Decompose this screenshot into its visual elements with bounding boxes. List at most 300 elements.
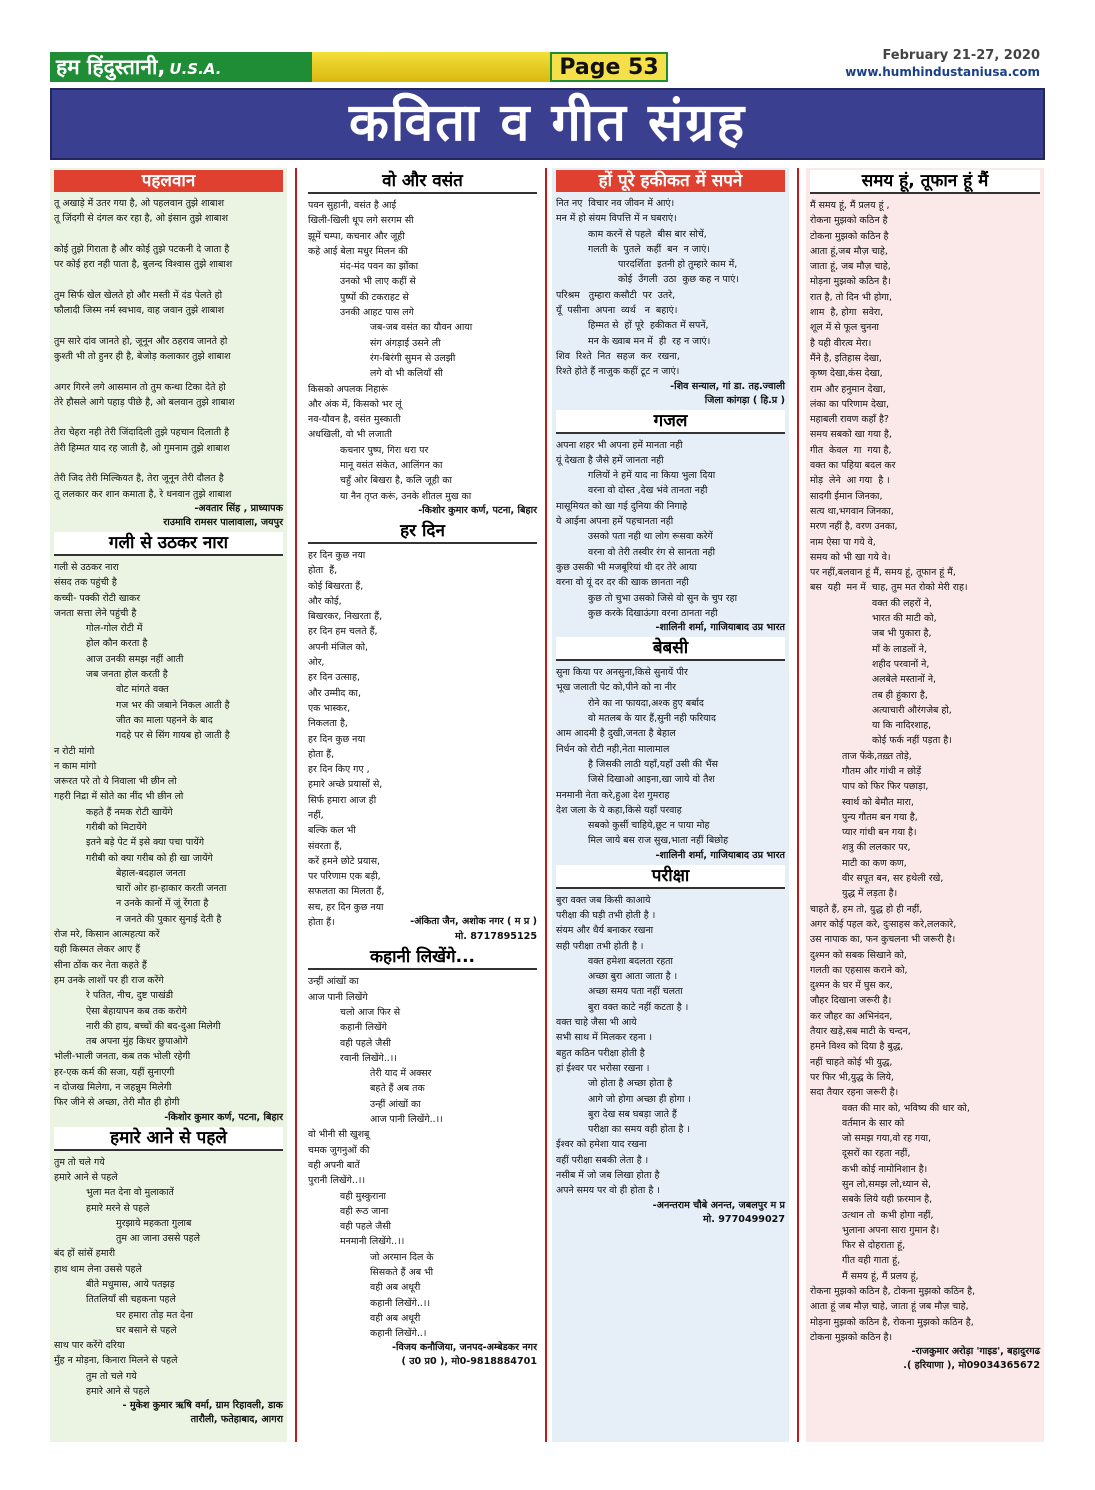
poem-line: तेरा चेहरा नही तेरी जिंदादिली तुझे पहचान दिलाती है [54,427,230,439]
poem-title: कहानी लिखेंगे... [308,946,537,970]
poem-line: नारी की हाय, बच्चों की बद-दुआ मिलेगी [86,1020,221,1032]
poem-line: होता हैं। [308,917,335,929]
poem-line: खिली-खिली धूप लगे सरगम सी [308,215,414,227]
poem-line: न रोटी मांगो [54,745,95,757]
poem-line: कुछ करके दिखाऊंगा वरना ठानता नही [588,607,718,619]
poem-line: जो समझ गया,वो रह गया, [842,1133,932,1145]
poem-line: पर परिणाम एक बड़ी, [308,871,381,883]
poem-line: कोई फर्क नहीं पड़ता है। [872,735,952,747]
poem-line: घर बसाने से पहले [116,1324,177,1336]
poem-line: तू जिंदगी से दंगल कर रहा है, ओ इंसान तुझे शाबाश [54,213,228,225]
poem-lines [54,560,283,1111]
poem-line: कच्ची- पक्की रोटी खाकर [54,592,141,604]
poem-author: -अंकिता जैन, अशोक नगर ( म प्र ) [410,916,537,928]
poem-author-place: राउमावि रामसर पालावाला, जयपुर [163,516,283,528]
poem-line: जिसे दिखाओ आइना,खा जाये वो तैश [588,774,715,786]
column-divider [545,168,547,1442]
poem-line: न जनते की पुकार सुनाई देती है [116,913,222,925]
poem-line: वर्तमान के सार को [842,1117,905,1129]
poem-lines [308,974,537,1341]
poem-bebasi [552,637,789,863]
poem-line: सभी साथ में मिलकर रहना । [556,1032,653,1044]
poem-line: रे पतित, नीच, दुष्ट पाखंडी [86,990,174,1002]
poem-lines [556,196,785,380]
poem-line: बुरा देख सब घबड़ा जाते हैं [588,1108,677,1120]
poem-sapne [552,170,789,408]
poem-lines [54,1155,283,1400]
poem-gali [50,532,287,1125]
poem-line: मन के ख्वाब मन में ही रह न जाएं। [588,335,711,347]
poem-line: महाबली रावण कहाँ है? [810,414,889,426]
poem-line: वक्त की लहरों ने, [872,597,932,609]
poem-line: वही रूठ जाना [340,1205,389,1217]
poem-line: करें हमने छोटे प्रयास, [308,855,381,867]
poem-line: तितलियाँ सी चहकना पहले [86,1294,176,1306]
poem-line: ऐसा बेहायापन कब तक करोगे [86,1005,187,1017]
poem-line: वही अपनी बातें [308,1159,360,1171]
poem-line: भारत की माटी को, [872,613,937,625]
poem-line: अपनी मंजिल को, [308,641,369,653]
poem-line: हर दिन कुछ नया [308,733,366,745]
poem-author-place: जिला कांगड़ा ( हि.प्र ) [704,394,785,406]
poem-author-phone: ( उ0 प्र0 ), मो0-9818884701 [401,1356,537,1368]
poem-line: साथ पार करेंगे दरिया [54,1340,125,1352]
poem-line: हर-एक कर्म की सजा, यहीं सुनाएगी [54,1066,175,1078]
poem-line: लंका का परिणाम देखा, [810,398,890,410]
poem-line: रोकना मुझको कठिन है [810,215,888,227]
poem-title: पहलवान [54,170,283,192]
poem-line: जाता हूं, जब मौज़ चाहे, [810,261,891,273]
poem-line: तेरी जिद तेरी मिल्कियत है, तेरा जूनून तेरी दौलत है [54,473,224,485]
poem-line: लगे वो भी कलियाँ सी [370,368,443,380]
poem-line: फौलादी जिस्म नर्म स्वभाव, वाह जवान तुझे शाबाश [54,305,225,317]
poem-hamare [50,1127,287,1428]
poem-line: कोई बिखरता हैं, [308,580,364,592]
poem-line: तब अपना मुंह किधर छुपाओगे [86,1036,188,1048]
poem-line: भुला मत देना वो मुलाकातें [86,1187,174,1199]
poem-line: रवानी लिखेंगे..।। [340,1052,397,1064]
poem-line: पवन सुहानी, वसंत है आई [308,200,397,211]
poem-line: परिश्रम तुम्हारा कसौटी पर उतरे, [556,289,676,301]
poem-title: समय हूं, तूफान हूं मैं [810,170,1040,194]
poem-line: पर फिर भी,युद्ध के लिये, [810,1071,894,1083]
poem-lines [556,438,785,622]
poem-line: वही अब अधूरी [370,1282,421,1294]
poem-line: पारदर्शिता इतनी हो तुम्हारे काम में, [618,259,738,271]
poem-line: रात है, तो दिन भी होगा, [810,291,892,303]
poem-line: मोड़ना मुझको कठिन है, रोकना मुझको कठिन है, [810,1316,974,1328]
column-1 [50,168,287,1442]
poem-vasant [304,170,541,518]
poem-line: स्वार्थ को बेमौत मारा, [842,796,914,808]
poem-title: वो और वसंत [308,170,537,194]
poem-line: चारों ओर हा-हाकार करती जनता [116,883,227,895]
poem-line: जो होता है अच्छा होता है [588,1078,673,1090]
poem-line: समय को भी खा गये वे। [810,551,891,563]
poem-line: गीत केवल गा गया है, [810,444,892,456]
page-number: Page 53 [550,52,668,82]
poem-line: मैं समय हूं, मैं प्रलय हूं, [842,1270,919,1282]
poem-line: मानू वसंत संकेत, आलिंगन का [340,460,443,472]
poem-line: या कि नादिरशाह, [872,720,932,732]
column-4 [806,168,1044,1442]
poem-line: अच्छा समय पता नहीं चलता [588,986,683,998]
column-divider [295,168,297,1442]
poem-line: मुरझाये महकता गुलाब [116,1217,192,1229]
poem-line: वही पहले जैसी [340,1221,391,1233]
poem-line: न दोजख मिलेगा, न जहन्नुम मिलेगी [54,1082,172,1094]
poem-line: है यही वीरत्व मेरा। [810,337,872,349]
poem-line: मुँह न मोड़ना, किनारा मिलने से पहले [54,1355,178,1367]
poem-line: काम करनें से पहले बीस बार सोचें, [588,228,707,240]
poem-title: हों पूरे हकीकत में सपने [556,170,785,192]
poem-line: सबको कुर्सी चाहिये,छूट न पाया मोह [588,820,710,832]
poem-line: कुछ तो चुभा उसको जिसे वो सुन के चुप रहा [588,592,738,604]
poem-line: बिखरकर, निखरता हैं, [308,611,383,623]
poem-line: आज पानी लिखेंगे..।। [370,1114,443,1126]
poem-line: उन्हीं आंखों का [370,1098,421,1110]
poem-line: रिश्ते होते हैं नाजुक कहीं टूट न जाएं। [556,366,680,378]
logo-text: हम हिंदुस्तानी, [56,55,166,79]
poem-line: बल्कि कल भी [308,825,356,837]
poem-line [54,227,283,242]
masthead [50,48,1040,86]
website-url: www.humhindustaniusa.com [845,65,1040,79]
poem-line: कृष्ण देखा,कंस देखा, [810,368,883,380]
logo-suffix: U.S.A. [169,60,222,78]
poem-line: जनता सत्ता लेने पहुंची है [54,607,137,619]
poem-author: -शालिनी शर्मा, गाजियाबाद उप्र भारत [655,622,785,634]
poem-line: ईश्वर को हमेशा याद रखना [556,1139,647,1151]
poem-line: गलती का एहसास कराने को, [810,964,908,976]
poem-line: पर नहीं,बलवान हूं मैं, समय हूं, तूफान हूं मैं, [810,567,956,579]
poem-line: सही परीक्षा तभी होती है । [556,940,644,952]
poem-author-place: तारौली, फतेहाबाद, आगरा [190,1414,283,1426]
poem-line: शाम है, होगा सवेरा, [810,307,884,319]
poem-line: कहते हैं नमक रोटी खायेंगे [86,806,173,818]
poem-line: कुश्ती भी तो हुनर ही है, बेजोड़ कलाकार तुझे शाबाश [54,350,231,362]
poem-author: -शिव सन्याल, गां डा. तह.ज्वाली [670,380,785,392]
poem-line: सफलता का मिलता हैं, [308,886,385,898]
poem-line: कचनार पुष्प, गिरा धरा पर [340,444,429,456]
poem-line [54,456,283,471]
poem-line: मिल जाये बस राज सुख,भाता नहीं बिछोह [588,835,729,847]
poem-line: आगे जो होगा अच्छा ही होगा । [588,1093,691,1105]
poem-line: मैं समय हूं, मैं प्रलय हूं , [810,200,890,211]
column-divider [797,168,799,1442]
poem-line: संग अंगड़ाई उसने ली [370,337,441,349]
poem-line: परीक्षा का समय वही होता है । [588,1124,690,1136]
poem-author-phone: मो. 9770499027 [703,1213,785,1225]
page-banner: कविता व गीत संग्रह [50,88,1045,160]
poem-line: तुम सारे दांव जानते हो, जूनून और ठहराव जानते हो [54,335,228,347]
poem-line: पुन्य गौतम बन गया है, [842,811,918,823]
poem-line: वक्त का पहिया बदल कर [810,460,896,472]
poem-line: मासूमियत को खा गई दुनिया की निगाहे [556,500,688,512]
poem-line: तब ही हुंकारा है, [872,689,928,701]
poem-line: निकलता है, [308,718,348,730]
poem-line: सुन लो,समझ लो,ध्यान से, [842,1179,931,1190]
poem-line: नसीब में जो जब लिखा होता है [556,1170,660,1182]
poem-line: तेरी हिम्मत याद रह जाती है, ओ गुमनाम तुझे शाबाश [54,442,230,454]
poem-line: बहते हैं अब तक [370,1083,425,1095]
poem-title: गली से उठकर नारा [54,532,283,556]
poem-line: वक्त की मार को, भविष्य की धार को, [842,1102,970,1114]
poem-line: जो अरमान दिल के [370,1251,434,1263]
poem-line: हमारे अच्छे प्रयासों से, [308,779,383,791]
poem-line: हमारे आने से पहले [54,1171,118,1183]
poem-author: -अवतार सिंह , प्राध्यापक [194,502,283,514]
poem-line: जब भी पुकारा है, [872,628,932,640]
poem-pahalwan [50,170,287,530]
poem-author: -अनन्तराम चौबे अनन्त, जबलपुर म प्र [652,1199,785,1211]
poem-line: फिर जीने से अच्छा, तेरी मौत ही होगी [54,1097,180,1109]
poem-author-phone: मो. 8717895125 [455,931,537,943]
poem-author: -राजकुमार अरोड़ा 'गाइड', बहादुरगढ [911,1346,1040,1358]
poem-line: गदहे पर से सिंग गायब हो जाती है [116,730,230,742]
poem-line: युद्ध में लड़ता है। [842,888,898,900]
poem-line: नहीं चाहते कोई भी युद्ध, [810,1056,893,1068]
poem-line: हम उनके लाशों पर ही राज करेंगे [54,974,164,986]
poem-line: मोड़ना मुझको कठिन है। [810,276,891,288]
column-2 [304,168,541,1442]
poem-line: होल कौन करता है [86,638,148,650]
poem-line: आज पानी लिखेंगे [308,991,368,1003]
poem-line: अत्याचारी औरंगजेब हो, [872,704,952,716]
poem-line: न उनके कानों में जूं रेंगता है [116,898,209,910]
poem-line: सीना ठोंक कर नेता कहते हैं [54,959,147,971]
poem-line: बहुत कठिन परीक्षा होती है [556,1047,645,1059]
poem-line: पुष्पों की टकराहट से [340,291,409,303]
poem-lines [810,198,1040,1345]
poem-line: कहे आई बेला मधुर मिलन की [308,245,408,257]
poem-line: गज भर की जबाने निकल आती है [116,699,230,711]
poem-line: शिव रिश्ते नित सहज कर रखना, [556,350,680,362]
poem-line: अधखिली, वो भी लजाती [308,429,392,441]
poem-line: होता हैं, [308,565,338,577]
poem-line: और उम्मीद का, [308,687,361,699]
poem-line: कहानी लिखेंगे..। [370,1328,427,1340]
poem-line: नहीं, [308,809,324,821]
poem-line: चलो आज फिर से [340,1006,401,1018]
poem-line: शहीद परवानों ने, [872,658,930,670]
poem-line: प्यार गांधी बन गया है। [842,827,917,839]
issue-date: February 21-27, 2020 [882,48,1040,63]
poem-line: सबके लिये यही फ़रमान है, [842,1194,933,1206]
poem-line: तू अखाड़े में उतर गया है, ओ पहलवान तुझे शाबाश [54,198,224,209]
poem-line: वीर सपूत बन, सर हथेली रखे, [842,873,944,885]
poem-line: जब-जब वसंत का यौवन आया [370,322,473,334]
poem-line: निर्धन को रोटी नही,नेता मालामाल [556,743,670,755]
poem-line [54,318,283,333]
poem-line: और कोई, [308,595,342,607]
poem-line: मरण नहीं है, वरण उनका, [810,521,898,533]
poem-line: है जिसकी लाठी यहाँ,यहाँ उसी की भैंस [588,758,718,770]
poem-kahani [304,946,541,1369]
poem-line: घर हमारा तोड़ मत देना [116,1309,193,1321]
poem-line: तैयार खड़े,सब माटी के चन्दन, [810,1026,911,1038]
poem-line: अच्छा बुरा आता जाता है । [588,971,678,983]
poem-line: हर दिन कुछ नया [308,549,366,561]
newspaper-logo [50,52,312,82]
poem-line: होता हैं, [308,748,335,760]
poem-line: किसको अपलक निहारूं [308,383,388,395]
poem-line: सिर्फ हमारा आज ही [308,794,377,806]
poem-author: -विजय कनौजिया, जनपद-अम्बेडकर नगर [392,1342,537,1354]
poem-line: उनको भी लाए कहीं से [340,276,416,288]
column-3 [552,168,789,1442]
poem-line: उसको पता नही था लोग रूसवा करेगें [588,531,713,543]
poem-line: मनमानी नेता करे,हुआ देश गुमराह [556,789,670,801]
poem-line: जीत का माला पहनने के बाद [116,714,213,726]
poem-line: रंग-बिरंगी सुमन से उलझी [370,352,456,364]
poem-line: जब जनता होल करती है [86,669,168,681]
poem-line: पुरानी लिखेंगे..।। [308,1175,365,1187]
poem-line: समय सबको खा गया है, [810,429,892,441]
poem-line: गलियों ने हमें याद ना किया भुला दिया [588,470,716,482]
poem-line: अगर कोई पहल करे, दुःसाहस करे,ललकारे, [810,918,957,930]
poem-line: परीक्षा की घड़ी तभी होती है । [556,909,656,921]
poem-line: मनमानी लिखेंगे..।। [340,1236,405,1248]
poem-lines [54,196,283,502]
poem-line: हाथ थाम लेना उससे पहले [54,1263,142,1275]
poem-lines [556,893,785,1199]
poem-line: दुश्मन के घर में घुस कर, [810,980,893,992]
poem-line: टोकना मुझको कठिन है। [810,1331,893,1343]
poem-line: यूँ पसीना अपना व्यर्थ न बहाएं। [556,305,678,317]
poem-line: गौतम और गांधी न छोड़ें [842,765,922,777]
poem-line: शूल में से फूल चुनना [810,322,879,334]
poem-line: वोट मांगते वक्त [116,684,169,696]
poem-line: कर जौहर का अभिनंदन, [810,1010,893,1022]
poem-line: मन में हो संयम विपत्ति में न घबराएं। [556,213,677,225]
poem-line: चमक जुगनुओं की [308,1144,370,1156]
poem-line: फिर से दोहराता हूं, [842,1240,906,1252]
poem-line: वही अब अधूरी [370,1312,421,1324]
poem-line: बस यही मन में चाह, तुम मत रोको मेरी राह। [810,582,968,594]
poem-line: वो भीनी सी खुशबू [308,1129,370,1141]
poem-line: देश जला के ये कहा,किसे यहाँ परवाह [556,804,682,816]
poem-line: गली से उठकर नारा [54,561,119,573]
poem-line: इतने बड़े पेट में इसे क्या पचा पायेंगे [86,837,205,849]
poem-line: दुश्मन को सबक सिखाने को, [810,949,907,961]
poem-last-line [308,915,537,930]
poem-line: वहीं परीक्षा सबकी लेता है । [556,1154,649,1166]
poem-line: एक भास्कर, [308,702,351,714]
poem-line: चाहते हैं, हम तो, युद्ध हो ही नहीं, [810,903,923,915]
poem-line: अलबेले मस्तानों ने, [872,674,937,686]
poem-author: -किशोर कुमार कर्ण, पटना, बिहार [164,1111,283,1123]
poem-line: पाप को फिर फिर पछाड़ा, [842,781,929,793]
poem-pariksha [552,865,789,1227]
poem-line: हां ईश्वर पर भरोसा रखना । [556,1062,650,1074]
poem-line [54,272,283,287]
poem-line: और अंक में, किसको भर लूं [308,398,402,410]
poem-line: नव-यौवन है, वसंत मुस्काती [308,414,401,426]
poem-line: न काम मांगो [54,760,97,772]
poem-line: जौहर दिखाना जरूरी है। [810,995,892,1007]
poem-lines [556,665,785,849]
poem-title: गजल [556,410,785,434]
poem-line: गरीबी को क्या गरीब को ही खा जायेंगे [86,852,213,864]
poem-line: उत्थान तो कभी होगा नहीं, [842,1209,934,1221]
poem-line: बुरा वक्त काटे नहीं कटता है । [588,1001,689,1013]
poem-line: मैंने है, इतिहास देखा, [810,352,882,364]
poem-line: सुना किया पर अनसुना,किसे सुनायें पीर [556,667,688,679]
poem-line: माँ के लाडलों ने, [872,643,927,655]
poem-line: वही पहले जैसी [340,1037,391,1049]
poem-line: उस नापाक का, फन कुचलना भी जरूरी है। [810,934,956,946]
poem-line: गरीबी को मिटायेंगे [86,821,147,833]
poem-line: यही किस्मत लेकर आए हैं [54,944,141,956]
poem-line: वही मुस्कुराना [340,1190,386,1202]
poem-line: हमने विश्व को दिया है बुद्ध, [810,1041,904,1053]
poem-line: आता हूं,जब मौज़ चाहे, [810,245,888,257]
poem-line: कहानी लिखेंगे [340,1022,387,1034]
poem-line: ताज फेंके,तख़्त तोड़े, [842,750,912,762]
poem-line: वरना वो तेरी तस्वीर रंग से सानता नही [588,546,716,558]
poem-line: संवरता हैं, [308,840,343,852]
poem-line: बीते मधुमास, आये पतझड़ [86,1279,175,1290]
poem-line: ये आईना अपना हमें पहचानता नही [556,516,674,528]
poem-lines [308,198,537,504]
poem-line: गीत वही गाता हूं, [842,1255,901,1267]
poem-line: रोने का ना फायदा,अश्क हुए बर्बाद [588,697,704,709]
poem-line: टोकना मुझको कठिन है [810,230,889,242]
poem-line: हर दिन उत्साह, [308,672,360,684]
poem-line: सदा तैयार रहना जरूरी है। [810,1087,899,1099]
poem-line: सिसकते हैं अब भी [370,1267,434,1278]
poem-line: भुलाना अपना सारा गुमान है। [842,1224,940,1236]
poem-line: मंद-मंद पवन का झोंका [340,261,419,273]
poem-line: सच, हर दिन कुछ नया [308,901,384,913]
poem-line: तेरे हौसले आगे पहाड़ पीछे है, ओ बलवान तुझे शाबाश [54,396,235,408]
poem-line: गोल-गोल रोटी में [86,623,143,635]
poem-line: शत्रु की ललकार पर, [842,842,911,854]
poem-line: उन्हीं आंखों का [308,976,359,988]
poem-line: कहानी लिखेंगे..।। [370,1297,431,1309]
poem-har-din [304,520,541,944]
poem-line: झूमें चम्पा, कचनार और जूही [308,230,405,242]
poem-line: गहरी निद्रा में सोते का नींद भी छीन लो [54,791,184,803]
poem-line: वरना वो यूं दर दर की खाक छानता नही [556,577,689,589]
poem-line: बेहाल-बदहाल जनता [116,867,186,879]
poem-line: हर दिन किए गए , [308,764,370,776]
poem-line: अगर गिरने लगे आसमान तो तुम कन्धा टिका देते हो [54,381,226,393]
poem-line: वक्त चाहे जैसा भी आये [556,1017,637,1029]
poem-line: कुछ उसकी भी मजबूरियां थी दर तेरे आया [556,561,697,573]
poem-line: हर दिन हम चलते हैं, [308,626,378,638]
poem-line: बुरा वक्त जब किसी काआये [556,894,651,906]
poem-author: -शालिनी शर्मा, गाजियाबाद उप्र भारत [655,849,785,861]
poem-title: बेबसी [556,637,785,661]
poem-line: वो मतलब के यार हैं,सुनी नही फरियाद [588,713,716,725]
poem-line: संसद तक पहुंची है [54,577,117,589]
poem-author: -किशोर कुमार कर्ण, पटना, बिहार [418,504,537,516]
poem-samay [806,170,1044,1373]
poem-line: तेरी याद में अक्सर [370,1068,432,1080]
poem-line: जरूरत परे तो ये निवाला भी छीन लो [54,776,177,788]
poem-line [54,364,283,379]
poem-line: नित नए विचार नव जीवन में आएं। [556,198,675,209]
poem-line: आम आदमी है दुखी,जनता है बेहाल [556,728,676,740]
poem-line: तुम तो चले गये [86,1370,137,1382]
poem-line: आता हूं जब मौज़ चाहे, जाता हूं जब मौज़ चाहे, [810,1301,969,1313]
poem-line: पर कोई हरा नही पाता है, बुलन्द विश्वास तुझे शाबाश [54,259,233,271]
poem-title: हमारे आने से पहले [54,1127,283,1151]
poem-line: तुम तो चले गये [54,1156,105,1168]
poem-line: गलती के पुतले कहीं बन न जाएं। [588,243,710,255]
